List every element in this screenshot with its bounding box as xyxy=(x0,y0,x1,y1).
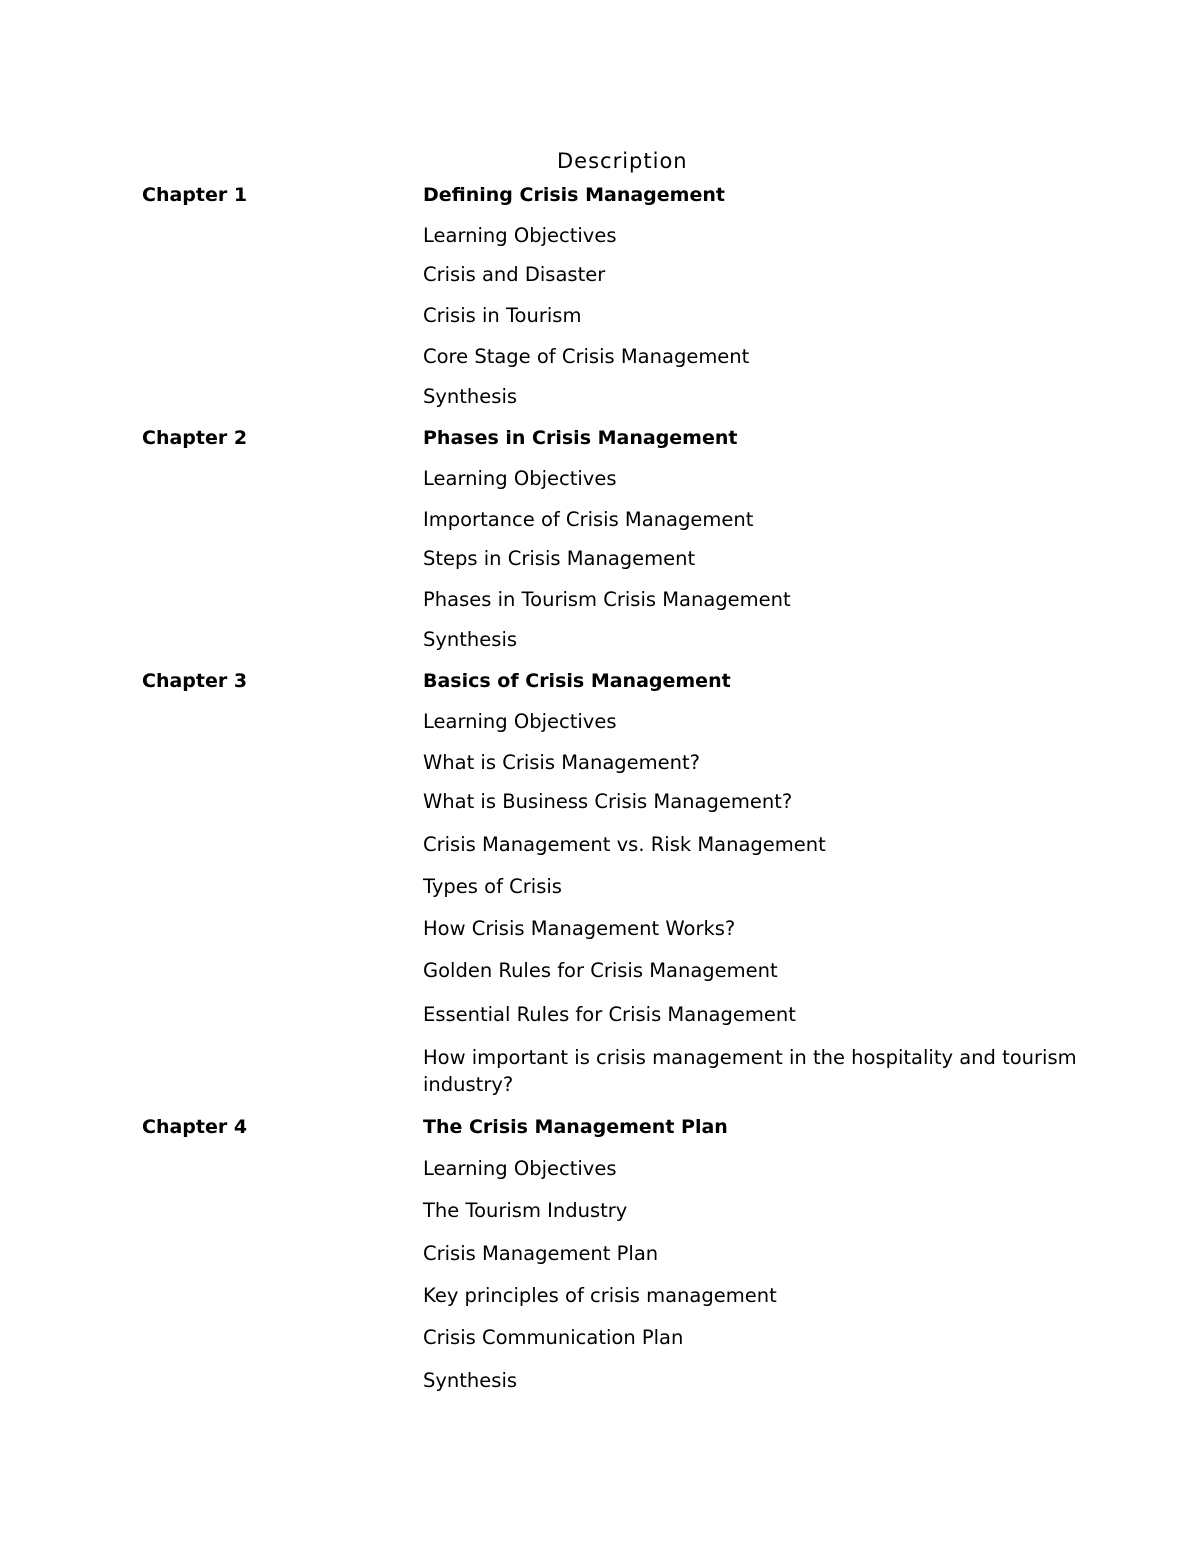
chapter-title: Phases in Crisis Management xyxy=(423,427,738,449)
topic-item: Crisis in Tourism xyxy=(423,304,582,327)
chapter-label: Chapter 4 xyxy=(142,1116,248,1138)
chapter-title: Defining Crisis Management xyxy=(423,184,725,206)
topic-item: What is Business Crisis Management? xyxy=(423,790,793,813)
chapter-title: Basics of Crisis Management xyxy=(423,670,731,692)
topic-item: The Tourism Industry xyxy=(423,1199,628,1222)
topic-item: Types of Crisis xyxy=(423,875,562,898)
topic-item: Learning Objectives xyxy=(423,1157,617,1180)
chapter-title: The Crisis Management Plan xyxy=(423,1116,728,1138)
topic-item: Essential Rules for Crisis Management xyxy=(423,1003,796,1026)
topic-item: How important is crisis management in the hospitality and tourism industry? xyxy=(423,1046,1077,1096)
topic-item: Golden Rules for Crisis Management xyxy=(423,959,778,982)
topic-item: Steps in Crisis Management xyxy=(423,547,696,570)
page-title: Description xyxy=(557,149,688,173)
chapter-label: Chapter 1 xyxy=(142,184,248,206)
topic-item: Synthesis xyxy=(423,385,518,408)
topic-item: Learning Objectives xyxy=(423,224,617,247)
topic-item: How Crisis Management Works? xyxy=(423,917,736,940)
topic-item: Importance of Crisis Management xyxy=(423,508,754,531)
topic-item: Phases in Tourism Crisis Management xyxy=(423,588,791,611)
topic-item: Synthesis xyxy=(423,628,518,651)
topic-item: Crisis Communication Plan xyxy=(423,1326,684,1349)
topic-item: Learning Objectives xyxy=(423,467,617,490)
topic-item: Core Stage of Crisis Management xyxy=(423,345,750,368)
topic-item: Key principles of crisis management xyxy=(423,1284,777,1307)
topic-item: Crisis and Disaster xyxy=(423,263,606,286)
chapter-label: Chapter 3 xyxy=(142,670,248,692)
topic-item: Crisis Management vs. Risk Management xyxy=(423,833,826,856)
topic-item: Crisis Management Plan xyxy=(423,1242,659,1265)
topic-item: Learning Objectives xyxy=(423,710,617,733)
topic-item: What is Crisis Management? xyxy=(423,751,700,774)
topic-item: Synthesis xyxy=(423,1369,518,1392)
chapter-label: Chapter 2 xyxy=(142,427,248,449)
